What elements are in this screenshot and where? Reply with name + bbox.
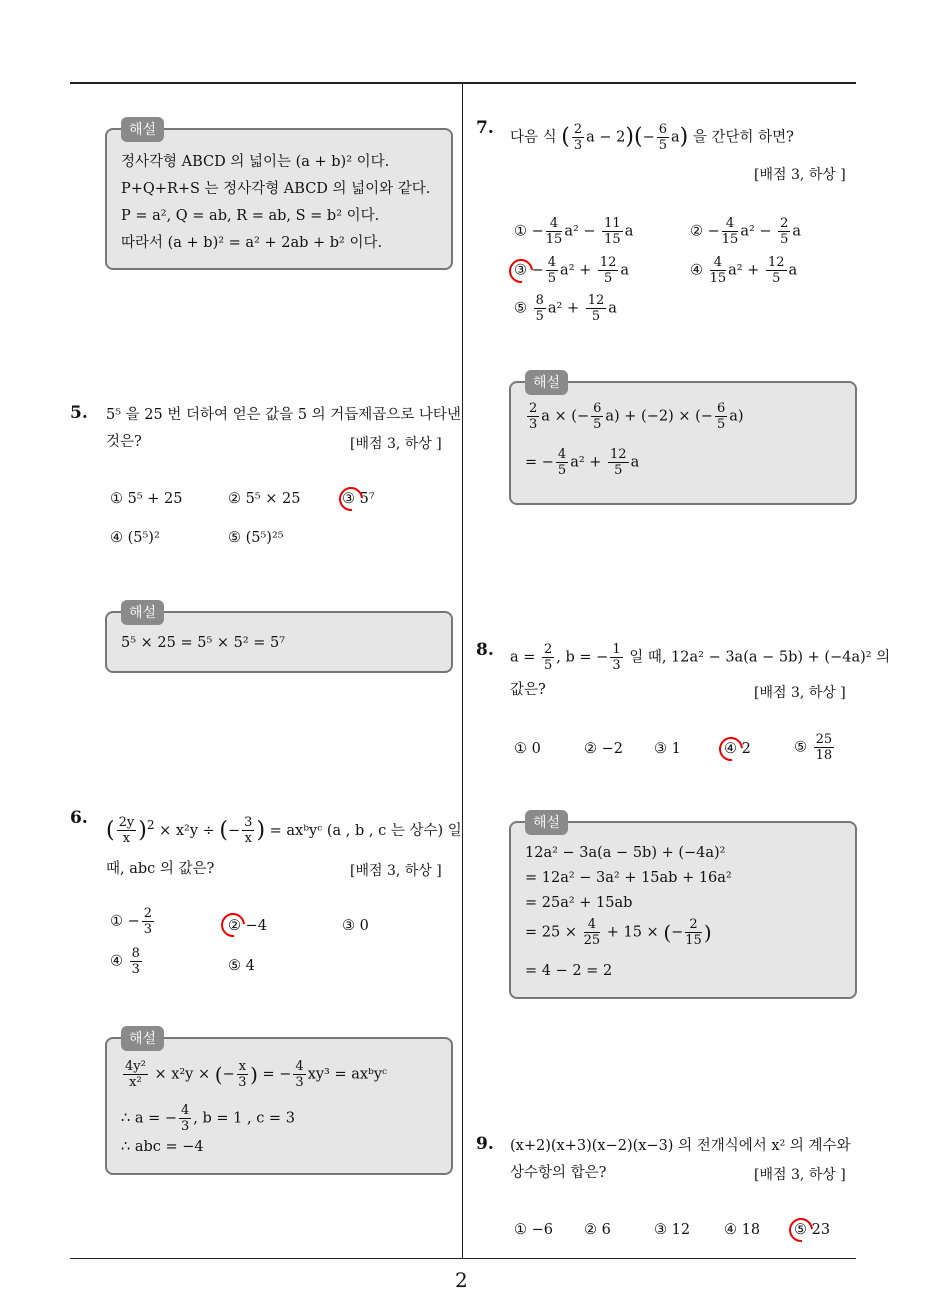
q6-text-line-1: ( $\frac{2y}{x}$ )$^2$ × x²y ÷ (− $\frac{3}{x}$ ) = axᵇyᶜ (a , b , c 는 상수) 일 xyxy=(106,815,462,847)
q9-choice-2[interactable]: ② 6 xyxy=(584,1222,611,1238)
column-divider xyxy=(462,84,463,1258)
q8-choice-2[interactable]: ② −2 xyxy=(584,741,623,757)
q5-choice-2[interactable]: ② 5⁵ × 25 xyxy=(228,491,301,507)
q6-solution-box xyxy=(105,1031,453,1175)
q8-choice-5[interactable]: ⑤ $\frac{25}{18}$ xyxy=(794,732,833,763)
q5-score: [배점 3, 하상 ] xyxy=(350,436,442,452)
q9-text-line-2: 상수항의 합은? xyxy=(510,1165,607,1181)
solution-tag: 해설 xyxy=(121,1026,164,1051)
q6-choice-3[interactable]: ③ 0 xyxy=(342,918,369,934)
q9-score: [배점 3, 하상 ] xyxy=(754,1167,846,1183)
q7-choice-3[interactable]: ③ − $\frac{4}{5}$ a² + $\frac{12}{5}$ a xyxy=(514,255,630,286)
q7-choice-4[interactable]: ④ $\frac{4}{15}$ a² + $\frac{12}{5}$ a xyxy=(690,255,798,286)
q5-number: 5. xyxy=(70,403,88,423)
q5-choice-1[interactable]: ① 5⁵ + 25 xyxy=(110,491,183,507)
q8-text-line-2: 값은? xyxy=(510,682,546,698)
q5-choice-4[interactable]: ④ (5⁵)² xyxy=(110,530,160,546)
q4-solution-line-4: 따라서 (a + b)² = a² + 2ab + b² 이다. xyxy=(121,235,383,251)
q5-text-line-1: 5⁵ 을 25 번 더하여 얻은 값을 5 의 거듭제곱으로 나타낸 xyxy=(106,407,461,423)
q9-number: 9. xyxy=(476,1134,494,1154)
q6-answer-mark xyxy=(216,908,250,942)
q5-solution-line: 5⁵ × 25 = 5⁵ × 5² = 5⁷ xyxy=(121,635,286,651)
q6-line1-end: = axᵇyᶜ (a , b , c 는 상수) 일 xyxy=(269,822,462,839)
q7-number: 7. xyxy=(476,118,494,138)
top-rule xyxy=(70,82,856,84)
q4-solution-line-2: P+Q+R+S 는 정사각형 ABCD 의 넓이와 같다. xyxy=(121,181,431,197)
q6-line1-mid: × x²y ÷ xyxy=(159,822,215,839)
q7-solution-line-1: $\frac{2}{3}$ a × (− $\frac{6}{5}$ a) + (−2) × (− $\frac{6}{5}$ a) xyxy=(529,401,744,432)
q4-solution-line-3: P = a², Q = ab, R = ab, S = b² 이다. xyxy=(121,208,380,224)
q9-answer-mark xyxy=(784,1213,818,1247)
q6-text-line-2: 때, abc 의 값은? xyxy=(106,861,215,877)
q8-choice-1[interactable]: ① 0 xyxy=(514,741,541,757)
q6-choice-2[interactable]: ② −4 xyxy=(228,918,267,934)
solution-tag: 해설 xyxy=(525,370,568,395)
q8-answer-mark xyxy=(714,732,748,766)
q8-score: [배점 3, 하상 ] xyxy=(754,685,846,701)
solution-tag: 해설 xyxy=(121,117,164,142)
q8-choice-4[interactable]: ④ 2 xyxy=(724,741,751,757)
q7-choice-2[interactable]: ② − $\frac{4}{15}$ a² − $\frac{2}{5}$ a xyxy=(690,216,802,247)
q8-solution-line-2: = 12a² − 3a² + 15ab + 16a² xyxy=(525,870,732,886)
q9-choice-1[interactable]: ① −6 xyxy=(514,1222,553,1238)
q8-solution-box xyxy=(509,815,857,999)
q6-solution-line-2: ∴ a = − $\frac{4}{3}$ , b = 1 , c = 3 xyxy=(121,1103,295,1134)
q7-choice-5[interactable]: ⑤ $\frac{8}{5}$ a² + $\frac{12}{5}$ a xyxy=(514,293,617,324)
q8-solution-line-4: = 25 × $\frac{4}{25}$ + 15 × (− $\frac{2}{15}$ ) xyxy=(525,917,712,948)
q5-solution-box xyxy=(105,605,453,673)
solution-tag: 해설 xyxy=(121,600,164,625)
q6-choice-4[interactable]: ④ $\frac{8}{3}$ xyxy=(110,946,140,977)
q9-choice-3[interactable]: ③ 12 xyxy=(654,1222,691,1238)
q6-choice-1[interactable]: ① − $\frac{2}{3}$ xyxy=(110,906,153,937)
q6-number: 6. xyxy=(70,808,88,828)
q6-solution-line-3: ∴ abc = −4 xyxy=(121,1139,204,1155)
q8-solution-line-5: = 4 − 2 = 2 xyxy=(525,963,613,979)
solution-tag: 해설 xyxy=(525,810,568,835)
q8-solution-line-1: 12a² − 3a(a − 5b) + (−4a)² xyxy=(525,845,726,861)
q7-choice-1[interactable]: ① − $\frac{4}{15}$ a² − $\frac{11}{15}$ a xyxy=(514,216,634,247)
q9-choice-5[interactable]: ⑤ 23 xyxy=(794,1222,831,1238)
q7-solution-line-2: = − $\frac{4}{5}$ a² + $\frac{12}{5}$ a xyxy=(525,447,640,478)
q7-text-line-1: 다음 식 ( $\frac{2}{3}$ a − 2)(− $\frac{6}{5}$ a) 을 간단히 하면? xyxy=(510,122,794,153)
q8-text-line-1: a = $\frac{2}{5}$ , b = − $\frac{1}{3}$ 일 때, 12a² − 3a(a − 5b) + (−4a)² 의 xyxy=(510,642,891,673)
q5-answer-mark xyxy=(334,482,368,516)
q8-number: 8. xyxy=(476,640,494,660)
q6-score: [배점 3, 하상 ] xyxy=(350,863,442,879)
q6-solution-line-1: $\frac{\text{4y²}}{\text{x²}}$ × x²y × (− $\frac{x}{3}$ ) = − $\frac{4}{3}$ xy³ = axᵇyᶜ xyxy=(125,1059,388,1090)
q6-choice-5[interactable]: ⑤ 4 xyxy=(228,958,255,974)
q8-choice-3[interactable]: ③ 1 xyxy=(654,741,681,757)
q8-solution-line-3: = 25a² + 15ab xyxy=(525,895,633,911)
q7-score: [배점 3, 하상 ] xyxy=(754,167,846,183)
page-number: 2 xyxy=(455,1268,468,1292)
q9-choice-4[interactable]: ④ 18 xyxy=(724,1222,761,1238)
bottom-rule xyxy=(70,1258,856,1259)
q7-solution-box xyxy=(509,375,857,505)
q4-solution-line-1: 정사각형 ABCD 의 넓이는 (a + b)² 이다. xyxy=(121,154,390,170)
q4-solution-box xyxy=(105,122,453,270)
q9-text-line-1: (x+2)(x+3)(x−2)(x−3) 의 전개식에서 x² 의 계수와 xyxy=(510,1138,851,1154)
q5-choice-3[interactable]: ③ 5⁷ xyxy=(342,491,375,507)
q5-text-line-2: 것은? xyxy=(106,434,142,450)
q5-choice-5[interactable]: ⑤ (5⁵)²⁵ xyxy=(228,530,284,546)
